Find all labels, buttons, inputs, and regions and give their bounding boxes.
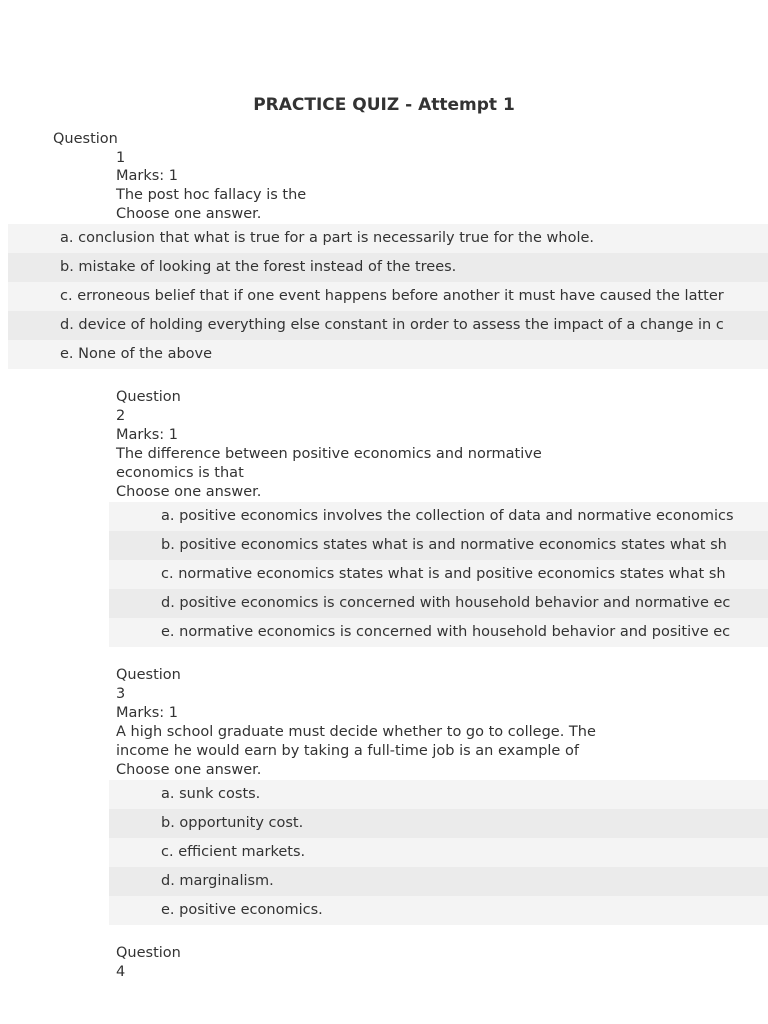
answer-options — [8, 224, 768, 369]
question-text: A high school graduate must decide whether to go to college. The — [116, 724, 596, 740]
question-label: Question — [116, 389, 181, 405]
answer-option-label: e. None of the above — [60, 346, 213, 362]
answer-option-b[interactable] — [109, 809, 768, 838]
answer-option-label: b. opportunity cost. — [161, 815, 304, 831]
answer-option-a[interactable] — [109, 502, 768, 531]
answer-option-d[interactable] — [109, 589, 768, 618]
answer-option-c[interactable] — [109, 838, 768, 867]
question-label: Question — [116, 667, 181, 683]
question-instruction: Choose one answer. — [116, 206, 262, 222]
answer-option-label: a. positive economics involves the collection of data and normative economics — [161, 508, 734, 524]
answer-option-d[interactable] — [8, 311, 768, 340]
question-marks: Marks: 1 — [116, 705, 179, 721]
question-number: 3 — [116, 686, 126, 702]
answer-option-label: d. marginalism. — [161, 873, 274, 889]
answer-option-label: c. erroneous belief that if one event happens before another it must have caused the latter — [60, 288, 724, 304]
question-number: 1 — [116, 150, 126, 166]
answer-option-label: b. positive economics states what is and normative economics states what sh — [161, 537, 727, 553]
answer-option-d[interactable] — [109, 867, 768, 896]
question-number: 4 — [116, 964, 126, 980]
question-label: Question — [53, 131, 118, 147]
answer-option-c[interactable] — [109, 560, 768, 589]
answer-option-label: d. positive economics is concerned with household behavior and normative ec — [161, 595, 731, 611]
answer-option-e[interactable] — [109, 896, 768, 925]
answer-options — [109, 780, 768, 925]
answer-option-label: c. efficient markets. — [161, 844, 306, 860]
question-text-continued: economics is that — [116, 465, 244, 481]
question-instruction: Choose one answer. — [116, 484, 262, 500]
answer-options — [109, 502, 768, 647]
answer-option-b[interactable] — [109, 531, 768, 560]
question-label: Question — [116, 945, 181, 961]
answer-option-e[interactable] — [8, 340, 768, 369]
page-title: PRACTICE QUIZ - Attempt 1 — [253, 95, 515, 115]
answer-option-a[interactable] — [109, 780, 768, 809]
question-text: The difference between positive economics and normative — [116, 446, 542, 462]
answer-option-label: e. normative economics is concerned with household behavior and positive ec — [161, 624, 731, 640]
question-text-continued: income he would earn by taking a full-time job is an example of — [116, 743, 579, 759]
answer-option-label: a. conclusion that what is true for a part is necessarily true for the whole. — [60, 230, 595, 246]
question-marks: Marks: 1 — [116, 427, 179, 443]
answer-option-a[interactable] — [8, 224, 768, 253]
question-text: The post hoc fallacy is the — [116, 187, 307, 203]
question-marks: Marks: 1 — [116, 168, 179, 184]
answer-option-b[interactable] — [8, 253, 768, 282]
answer-option-label: b. mistake of looking at the forest instead of the trees. — [60, 259, 457, 275]
question-number: 2 — [116, 408, 126, 424]
answer-option-e[interactable] — [109, 618, 768, 647]
answer-option-label: a. sunk costs. — [161, 786, 261, 802]
answer-option-c[interactable] — [8, 282, 768, 311]
answer-option-label: c. normative economics states what is and positive economics states what sh — [161, 566, 726, 582]
answer-option-label: e. positive economics. — [161, 902, 323, 918]
question-instruction: Choose one answer. — [116, 762, 262, 778]
answer-option-label: d. device of holding everything else constant in order to assess the impact of a change in c — [60, 317, 724, 333]
